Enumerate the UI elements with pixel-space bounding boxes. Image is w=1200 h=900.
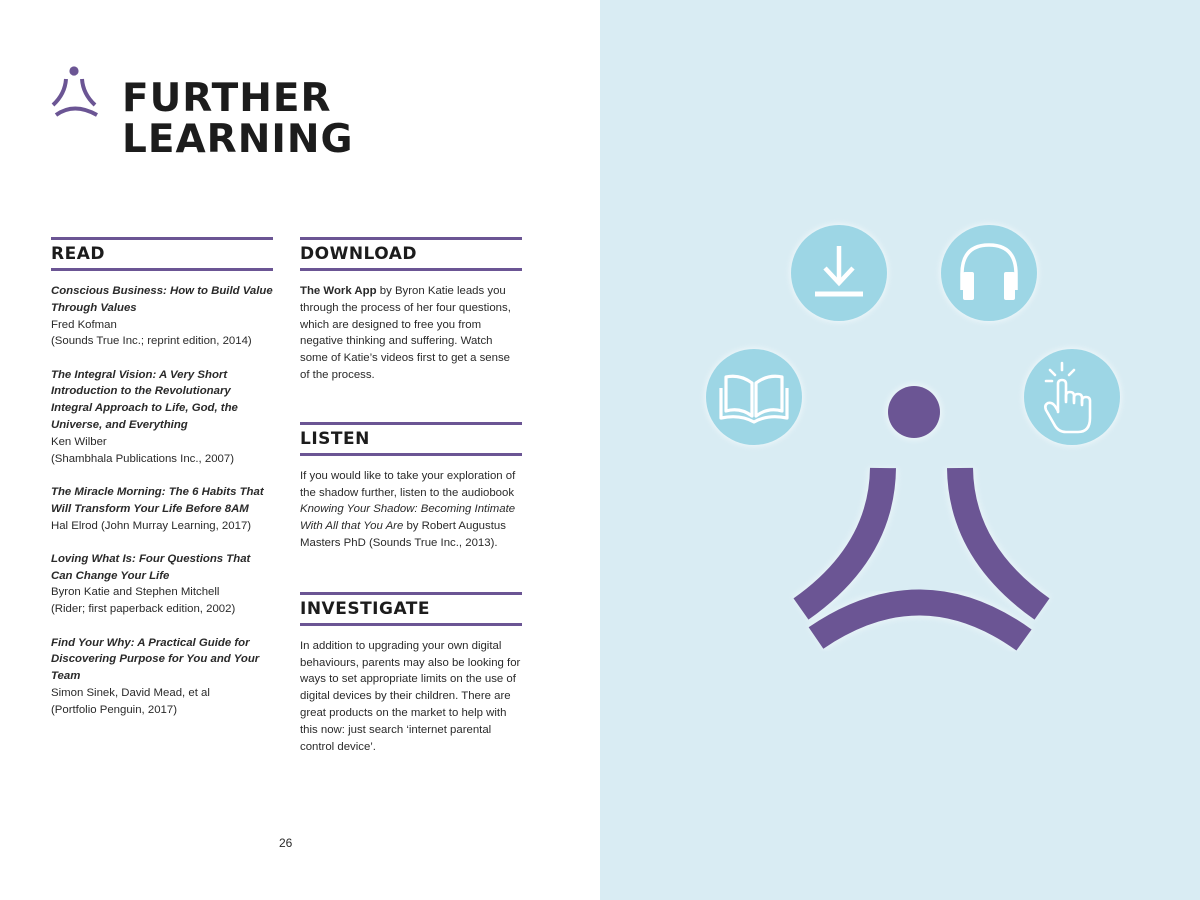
audiobook-title: Knowing Your Shadow: Becoming Intimate With All that You Are: [300, 503, 516, 533]
resources-column: [300, 237, 522, 755]
investigate-section: [300, 592, 522, 756]
download-section: [300, 237, 522, 384]
list-item: [51, 283, 273, 350]
book-publisher: (Shambhala Publications Inc., 2007): [51, 452, 234, 465]
app-name: The Work App: [300, 285, 377, 297]
right-page-illustration: [600, 0, 1200, 900]
headphones-icon: [940, 224, 1038, 322]
read-heading: READ: [51, 237, 273, 271]
page-number: 26: [279, 836, 293, 850]
book-author: Simon Sinek, David Mead, et al: [51, 686, 210, 699]
listen-section: [300, 422, 522, 552]
download-description: by Byron Katie leads you through the process of her four questions, which are designed to free you from negative thinking and suffering. Watch some of Katie’s videos first to get a sense of the process.: [300, 285, 511, 381]
book-title: Conscious Business: How to Build Value Through Values: [51, 285, 273, 314]
book-title: The Miracle Morning: The 6 Habits That Will Transform Your Life Before 8AM: [51, 485, 264, 515]
read-section: [51, 237, 273, 719]
title-line-1: FURTHER: [122, 76, 332, 121]
book-title: Loving What Is: Four Questions That Can Change Your Life: [51, 552, 251, 582]
list-item: [51, 484, 273, 534]
illustration: [600, 0, 1200, 900]
book-publisher: (Rider; first paperback edition, 2002): [51, 603, 236, 616]
download-icon: [790, 224, 888, 322]
listen-text: [300, 468, 522, 552]
book-publisher: (Portfolio Penguin, 2017): [51, 703, 178, 716]
list-item: [51, 367, 273, 468]
book-title: The Integral Vision: A Very Short Introduction to the Revolutionary Integral Approach to Life, God, the Universe, and Everything: [51, 368, 238, 432]
meditation-figure-logo-icon: [50, 64, 100, 120]
tap-hand-icon: [1023, 348, 1121, 446]
read-column: [51, 237, 273, 735]
list-item: [51, 635, 273, 719]
download-heading: DOWNLOAD: [300, 237, 522, 271]
listen-text-after: by Robert Augustus Masters PhD (Sounds True Inc., 2013).: [300, 520, 506, 549]
title-line-2: LEARNING: [122, 117, 354, 162]
meditation-figure-icon: [801, 384, 1042, 640]
listen-heading: LISTEN: [300, 422, 522, 456]
investigate-text: In addition to upgrading your own digital behaviours, parents may also be looking for ways to set appropriate limits on the use of digital devices by their children. There are great products on the market to help with this now: just search ‘internet parental control device’.: [300, 639, 521, 753]
download-text: [300, 283, 522, 384]
page-title: [122, 78, 354, 160]
list-item: [51, 551, 273, 618]
investigate-heading: INVESTIGATE: [300, 592, 522, 626]
read-list: [51, 283, 273, 719]
book-author: Hal Elrod (John Murray Learning, 2017): [51, 519, 252, 532]
book-author: Fred Kofman: [51, 318, 117, 331]
book-publisher: (Sounds True Inc.; reprint edition, 2014): [51, 335, 252, 348]
book-author: Byron Katie and Stephen Mitchell: [51, 586, 220, 599]
listen-text-before: If you would like to take your exploration of the shadow further, listen to the audiobook: [300, 469, 516, 499]
book-title: Find Your Why: A Practical Guide for Discovering Purpose for You and Your Team: [51, 636, 260, 683]
book-author: Ken Wilber: [51, 435, 107, 448]
book-icon: [705, 348, 803, 446]
